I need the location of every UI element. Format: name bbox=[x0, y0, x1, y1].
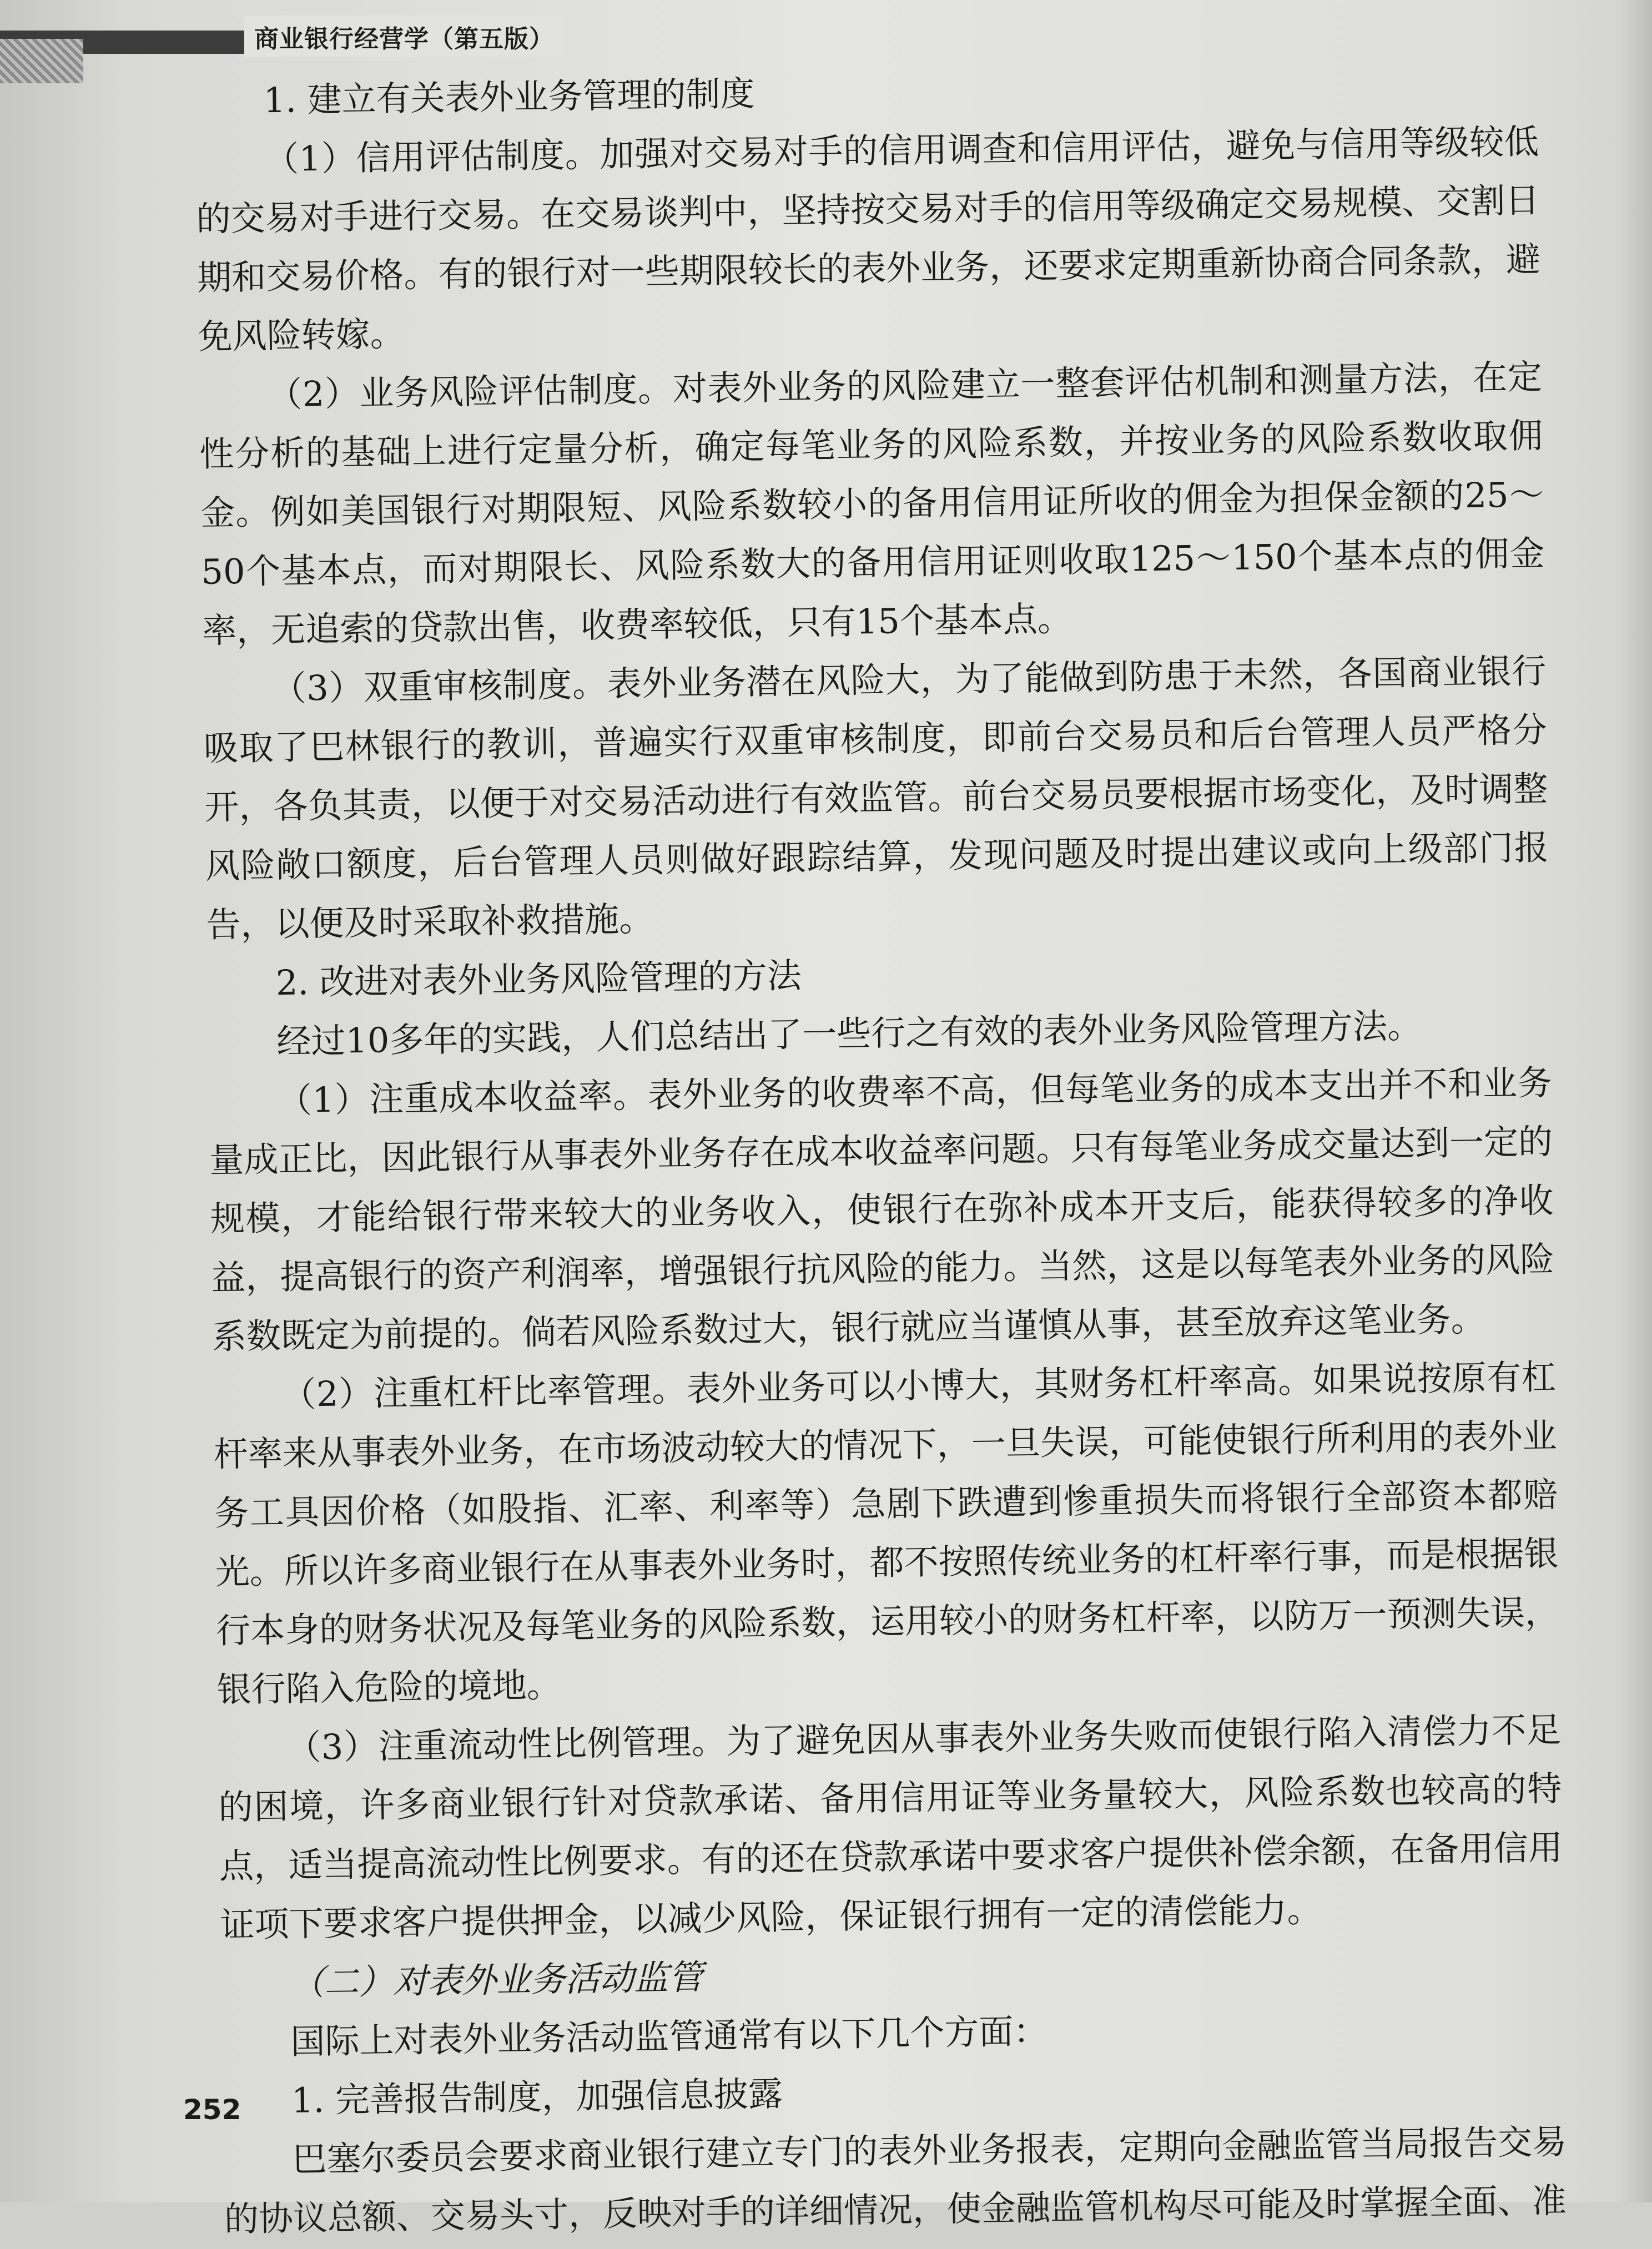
paragraph-risk-evaluation: （2）业务风险评估制度。对表外业务的风险建立一整套评估机制和测量方法，在定性分析的基础上进行定量分析，确定每笔业务的风险系数，并按业务的风险系数收取佣金。例如美国银行对期限短、风险系数较小的备用信用证所收的佣金为担保金额的25～50个基本点，而对期限长、风险系数大的备用信用证则收取125～150个基本点的佣金率，无追索的贷款出售，收费率较低，只有15个基本点。 bbox=[199, 356, 1545, 651]
paragraph-cost-return: （1）注重成本收益率。表外业务的收费率不高，但每笔业务的成本支出并不和业务量成正比，因此银行从事表外业务存在成本收益率问题。只有每笔业务成交量达到一定的规模，才能给银行带来较大的业务收入，使银行在弥补成本开支后，能获得较多的净收益，提高银行的资产利润率，增强银行抗风险的能力。当然，这是以每笔表外业务的风险系数既定为前提的。倘若风险系数过大，银行就应当谨慎从事，甚至放弃这笔业务。 bbox=[209, 1062, 1555, 1357]
page-number: 252 bbox=[183, 2094, 241, 2126]
paragraph-liquidity: （3）注重流动性比例管理。为了避免因从事表外业务失败而使银行陷入清偿力不足的困境，许多商业银行针对贷款承诺、备用信用证等业务量较大，风险系数也较高的特点，适当提高流动性比例要求。有的还在贷款承诺中要求客户提供补偿余额，在备用信用证项下要求客户提供押金，以减少风险，保证银行拥有一定的清偿能力。 bbox=[218, 1709, 1563, 1945]
section-heading-1: 1. 建立有关表外业务管理的制度 bbox=[263, 73, 756, 121]
paragraph-basel-reporting: 巴塞尔委员会要求商业银行建立专门的表外业务报表，定期向金融监管当局报告交易的协议总额、交易头寸，反映对手的详细情况，使金融监管机构尽可能及时掌握全面、准 bbox=[224, 2121, 1567, 2240]
section-heading-reporting: 1. 完善报告制度，加强信息披露 bbox=[291, 2073, 783, 2121]
paragraph-credit-evaluation: （1）信用评估制度。加强对交易对手的信用调查和信用评估，避免与信用等级较低的交易对手进行交易。在交易谈判中，坚持按交易对手的信用等级确定交易规模、交割日期和交易价格。有的银行对一些期限较长的表外业务，还要求定期重新协商合同条款，避免风险转嫁。 bbox=[196, 121, 1541, 357]
paragraph-leverage: （2）注重杠杆比率管理。表外业务可以小博大，其财务杠杆率高。如果说按原有杠杆率来从事表外业务，在市场波动较大的情况下，一旦失误，可能使银行所利用的表外业务工具因价格（如股指、汇率、利率等）急剧下跌遭到惨重损失而将银行全部资本都赔光。所以许多商业银行在从事表外业务时，都不按照传统业务的杠杆率行事，而是根据银行本身的财务状况及每笔业务的风险系数，运用较小的财务杠杆率，以防万一预测失误，银行陷入危险的境地。 bbox=[213, 1356, 1560, 1710]
body-text bbox=[194, 53, 1568, 2248]
paragraph-dual-review: （3）双重审核制度。表外业务潜在风险大，为了能做到防患于未然，各国商业银行吸取了巴林银行的教训，普遍实行双重审核制度，即前台交易员和后台管理人员严格分开，各负其责，以便于对交易活动进行有效监管。前台交易员要根据市场变化，及时调整风险敞口额度，后台管理人员则做好跟踪结算，发现问题及时提出建议或向上级部门报告，以便及时采取补救措施。 bbox=[203, 651, 1549, 945]
subsection-heading-supervision: （二）对表外业务活动监管 bbox=[289, 1956, 703, 2003]
page-edge-shadow bbox=[1619, 0, 1652, 2202]
header-stripe-decoration bbox=[0, 39, 83, 83]
header-title: 商业银行经营学（第五版） bbox=[244, 16, 564, 57]
section-heading-2: 2. 改进对表外业务风险管理的方法 bbox=[275, 955, 802, 1004]
paragraph-intro-methods: 经过10多年的实践，人们总结出了一些行之有效的表外业务风险管理方法。 bbox=[276, 1005, 1422, 1062]
paragraph-supervision-intro: 国际上对表外业务活动监管通常有以下几个方面： bbox=[290, 2010, 1048, 2062]
